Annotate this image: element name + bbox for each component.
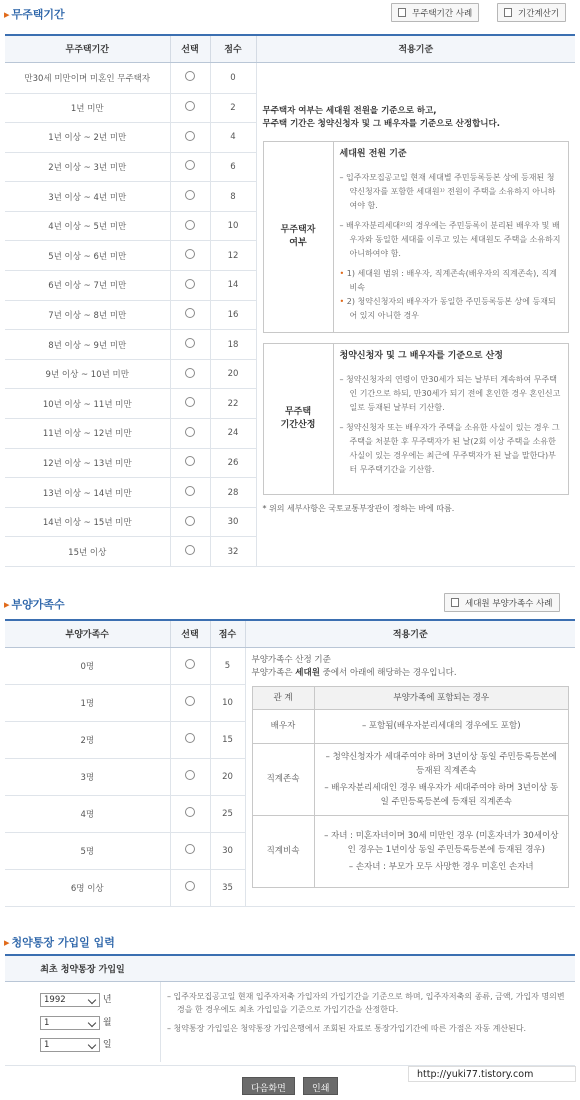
month-select-row [40,1015,112,1030]
score-value: 26 [210,448,256,478]
radio-button[interactable] [185,279,195,289]
box-content [334,344,569,494]
radio-button[interactable] [185,659,195,669]
section-header-subscription [0,928,580,954]
criteria-cell [256,62,575,567]
arrow-icon: ▸ [4,598,10,611]
radio-cell [170,211,210,241]
score-value: 2 [210,93,256,123]
score-value: 10 [210,211,256,241]
section-header-dependents [0,590,580,616]
dependents-label: 6명 이상 [5,869,170,906]
dependents-label: 4명 [5,795,170,832]
footnote-item: • 1) 세대원 범위 : 배우자, 직계존속(배우자의 직계존속), 직계비속 [339,268,557,292]
score-value: 30 [210,507,256,537]
box-content [334,142,569,332]
radio-button[interactable] [185,160,195,170]
period-label: 10년 이상 ~ 11년 미만 [5,389,170,419]
month-unit: 월 [102,1018,112,1028]
subscription-notes [167,990,567,1041]
radio-cell [170,795,210,832]
dependents-label: 2명 [5,721,170,758]
relation-row: 직계비속 – 자녀 : 미혼자녀이며 30세 미만인 경우 (미혼자녀가 30세이상인 경우는 1년이상 동일 주민등록등본에 등재된 경우) – 손자녀 : 부모가 모두 사망한 경우 미혼인 손자녀 [252,815,569,887]
radio-button[interactable] [185,190,195,200]
radio-button[interactable] [185,545,195,555]
document-icon [451,598,459,607]
period-label: 5년 이상 ~ 6년 미만 [5,241,170,271]
score-value: 12 [210,241,256,271]
box-title: 청약신청자 및 그 배우자를 기준으로 산정 [339,350,503,361]
print-button[interactable]: 인쇄 [303,1077,338,1095]
period-label: 1년 미만 [5,93,170,123]
relation-row: 직계존속 – 청약신청자가 세대주여야 하며 3년이상 동일 주민등록등본에 등재된 직계존속 – 배우자분리세대인 경우 배우자가 세대주여야 하며 3년이상 동일 주민등록등본에 등재된 직계존속 [252,743,569,815]
divider [160,982,161,1062]
radio-button[interactable] [185,220,195,230]
period-label: 만30세 미만이며 미혼인 무주택자 [5,62,170,93]
footnote: * 위의 세부사항은 국토교통부장관이 정하는 바에 따름. [262,503,455,513]
period-label: 3년 이상 ~ 4년 미만 [5,182,170,212]
score-value: 10 [210,684,245,721]
score-value: 20 [210,758,245,795]
box-label: 무주택자 여부 [264,142,334,332]
dependents-example-button[interactable]: 세대원 부양가족수 사례 [444,593,560,612]
score-value: 4 [210,123,256,153]
period-label: 12년 이상 ~ 13년 미만 [5,448,170,478]
subscription-header-bar [5,954,575,982]
table-row [5,62,575,93]
watermark: http://yuki77.tistory.com [408,1066,576,1082]
box-label: 무주택 기간산정 [264,344,334,494]
day-select[interactable]: 1 [40,1038,100,1052]
radio-button[interactable] [185,733,195,743]
radio-button[interactable] [185,807,195,817]
period-label: 4년 이상 ~ 5년 미만 [5,211,170,241]
radio-button[interactable] [185,770,195,780]
next-screen-button[interactable]: 다음화면 [242,1077,295,1095]
rule-item: – 배우자분리세대²⁾의 경우에는 주민등록이 분리된 배우자 및 배우자와 동일한 세대를 이루고 있는 세대원도 주택을 소유하지 아니하여야 함. [339,220,561,258]
period-label: 2년 이상 ~ 3년 미만 [5,152,170,182]
period-label: 14년 이상 ~ 15년 미만 [5,507,170,537]
radio-cell [170,869,210,906]
radio-button[interactable] [185,101,195,111]
arrow-icon: ▸ [4,8,10,21]
criteria-box-period [263,343,570,495]
rule-item: – 청약신청자 또는 배우자가 주택을 소유한 사실이 있는 경우 그 주택을 처분한 후 무주택자가 된 날(2회 이상 주택을 소유한 사실이 있는 경우에는 최근에 무주택자가 된 날을 말한다)부터 무주택기간을 기산함. [339,422,560,474]
radio-cell [170,241,210,271]
radio-cell [170,152,210,182]
score-value: 24 [210,419,256,449]
radio-cell [170,389,210,419]
radio-cell [170,330,210,360]
radio-button[interactable] [185,249,195,259]
period-label: 13년 이상 ~ 14년 미만 [5,478,170,508]
radio-cell [170,758,210,795]
score-value: 22 [210,389,256,419]
period-label: 9년 이상 ~ 10년 미만 [5,359,170,389]
radio-cell [170,478,210,508]
section-header-homeless [0,0,580,26]
day-unit: 일 [102,1040,112,1050]
col-header: 부양가족수 [5,620,170,647]
radio-button[interactable] [185,486,195,496]
year-select[interactable]: 1992 [40,993,100,1007]
period-label: 11년 이상 ~ 12년 미만 [5,419,170,449]
score-value: 6 [210,152,256,182]
criteria-box-homeless [263,141,570,333]
homeless-table [5,34,575,567]
period-label: 1년 이상 ~ 2년 미만 [5,123,170,153]
rule-item: – 입주자모집공고일 현재 세대별 주민등록등본 상에 등재된 청약신청자를 포함한 세대원¹⁾ 전원이 주택을 소유하지 아니하여야 함. [339,172,556,210]
relation-row: 배우자 – 포함됨(배우자분리세대의 경우에도 포함) [252,709,569,743]
score-value: 35 [210,869,245,906]
note-item: – 청약통장 가입일은 청약통장 가입은행에서 조회된 자료로 통장가입기간에 따른 가점은 자동 계산된다. [167,1024,527,1033]
year-select-row [40,992,112,1007]
section-title: ▸ 청약통장 가입일 입력 [4,936,115,949]
score-value: 25 [210,795,245,832]
score-value: 30 [210,832,245,869]
criteria-cell [245,647,575,906]
col-header: 무주택기간 [5,35,170,62]
day-select-row [40,1037,112,1052]
box-title: 세대원 전원 기준 [339,148,407,159]
radio-cell [170,271,210,301]
period-calculator-button[interactable]: 기간계산기 [497,3,566,22]
radio-button[interactable] [185,696,195,706]
radio-cell [170,300,210,330]
radio-button[interactable] [185,427,195,437]
score-value: 15 [210,721,245,758]
col-header: 선택 [170,620,210,647]
radio-cell [170,93,210,123]
radio-cell [170,182,210,212]
radio-cell [170,647,210,684]
relation-header-row: 관 계 부양가족에 포함되는 경우 [252,686,569,709]
radio-button[interactable] [185,397,195,407]
score-value: 18 [210,330,256,360]
radio-button[interactable] [185,844,195,854]
score-value: 20 [210,359,256,389]
note-item: – 입주자모집공고일 현재 입주자저축 가입자의 가입기간을 기준으로 하며, 입주자저축의 종류, 금액, 가입자 명의변경을 한 경우에도 최초 가입일을 기준으로 가입기간을 산정한다. [167,992,565,1014]
month-select[interactable]: 1 [40,1016,100,1030]
score-value: 32 [210,537,256,567]
arrow-icon: ▸ [4,936,10,949]
col-header: 적용기준 [245,620,575,647]
relation-table [252,686,570,888]
col-header: 점수 [210,620,245,647]
dependents-label: 1명 [5,684,170,721]
radio-cell [170,832,210,869]
score-value: 14 [210,271,256,301]
radio-button[interactable] [185,516,195,526]
radio-cell [170,537,210,567]
score-value: 5 [210,647,245,684]
radio-button[interactable] [185,456,195,466]
radio-button[interactable] [185,338,195,348]
score-value: 28 [210,478,256,508]
radio-cell [170,721,210,758]
score-value: 16 [210,300,256,330]
radio-cell [170,123,210,153]
homeless-example-button[interactable]: 무주택기간 사례 [391,3,479,22]
footnote-item: • 2) 청약신청자의 배우자가 동일한 주민등록등본 상에 등재되어 있지 아니한 경우 [339,296,556,320]
radio-button[interactable] [185,71,195,81]
period-label: 7년 이상 ~ 8년 미만 [5,300,170,330]
section-title: ▸ 무주택기간 [4,8,65,21]
section-title: ▸ 부양가족수 [4,598,65,611]
radio-cell [170,419,210,449]
subscription-header: 최초 청약통장 가입일 [40,965,125,975]
dependents-table [5,619,575,907]
year-unit: 년 [102,995,112,1005]
dependents-label: 3명 [5,758,170,795]
radio-button[interactable] [185,308,195,318]
col-header: 선택 [170,35,210,62]
radio-button[interactable] [185,368,195,378]
criteria-intro: 무주택자 여부는 세대원 전원을 기준으로 하고, 무주택 기간은 청약신청자 및 그 배우자를 기준으로 산정합니다. [262,105,500,129]
score-value: 8 [210,182,256,212]
col-header: 적용기준 [256,35,575,62]
radio-button[interactable] [185,131,195,141]
period-label: 8년 이상 ~ 9년 미만 [5,330,170,360]
radio-cell [170,507,210,537]
radio-cell [170,62,210,93]
table-row [5,647,575,684]
dependents-label: 5명 [5,832,170,869]
radio-cell [170,684,210,721]
radio-button[interactable] [185,881,195,891]
radio-cell [170,448,210,478]
calculator-icon [504,8,512,17]
criteria-intro: 부양가족수 산정 기준 부양가족은 세대원 중에서 아래에 해당하는 경우입니다. [251,654,457,678]
col-header: 점수 [210,35,256,62]
period-label: 6년 이상 ~ 7년 미만 [5,271,170,301]
period-label: 15년 이상 [5,537,170,567]
document-icon [398,8,406,17]
rule-item: – 청약신청자의 연령이 만30세가 되는 날부터 계속하여 무주택인 기간으로 하되, 만30세가 되기 전에 혼인한 경우 혼인신고일로 등재된 날부터 기산함. [339,374,561,412]
score-value: 0 [210,62,256,93]
radio-cell [170,359,210,389]
dependents-label: 0명 [5,647,170,684]
